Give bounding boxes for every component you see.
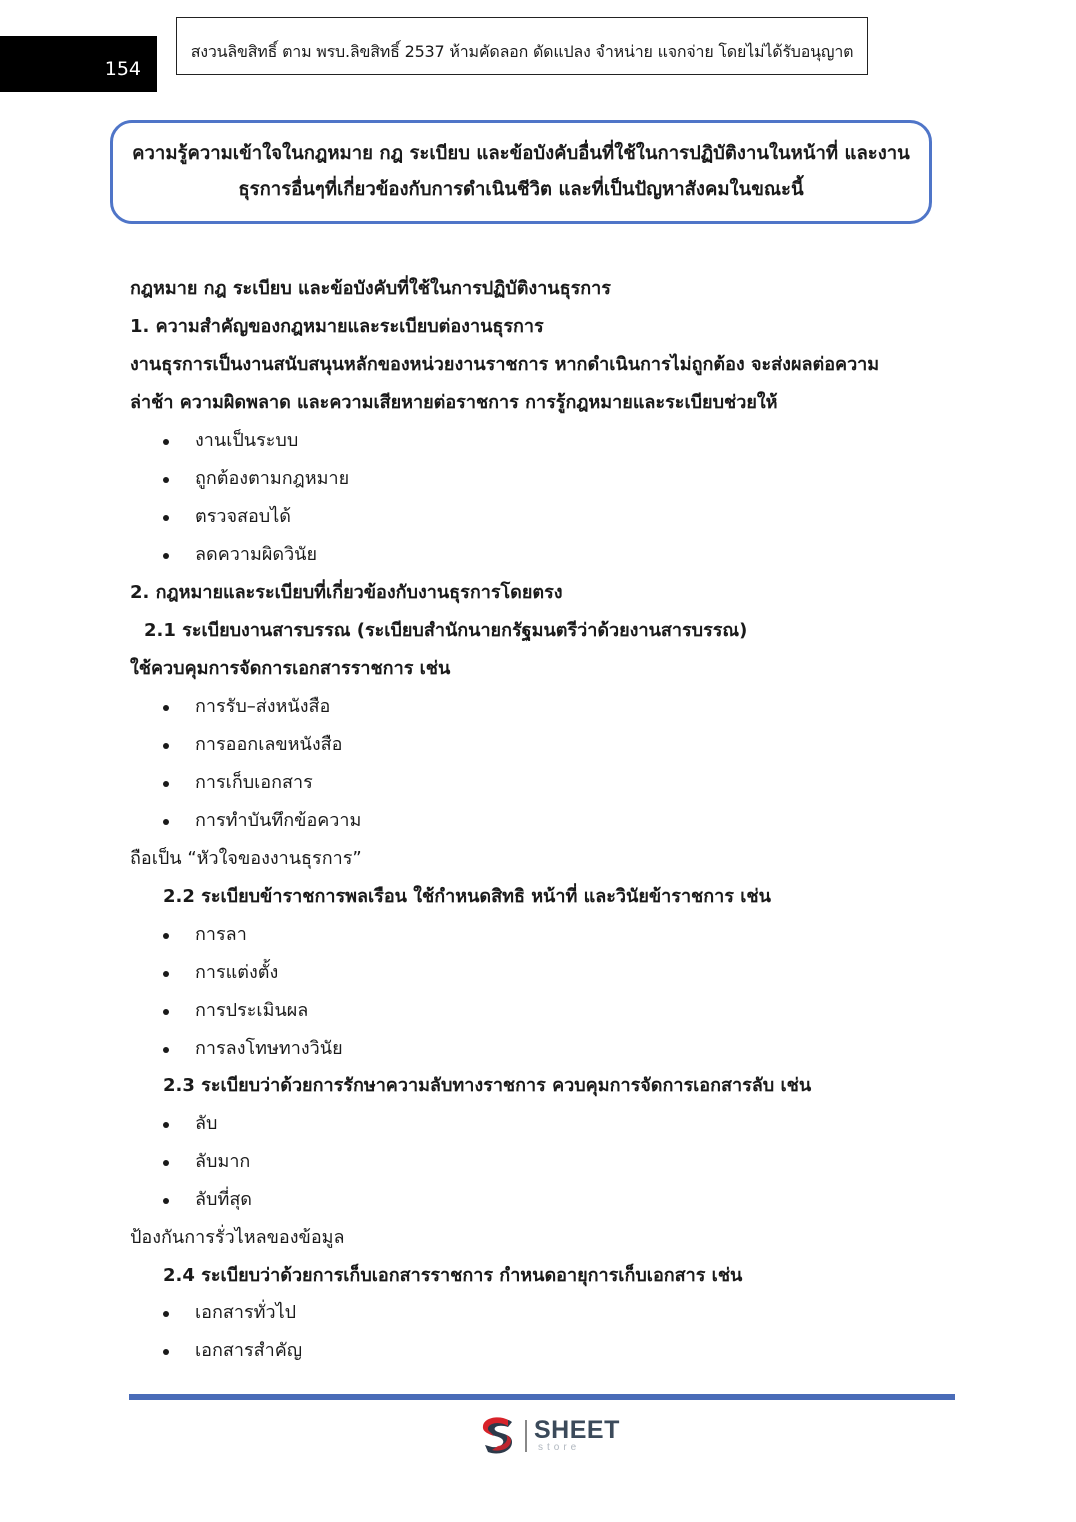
bullet-icon bbox=[163, 1122, 169, 1128]
bullet-icon bbox=[163, 1160, 169, 1166]
section-2-1-heading: 2.1 ระเบียบงานสารบรรณ (ระเบียบสำนักนายกรัฐมนตรีว่าด้วยงานสารบรรณ) bbox=[144, 620, 748, 641]
bullet-icon bbox=[163, 515, 169, 521]
bullet-icon bbox=[163, 1311, 169, 1317]
footer-rule bbox=[129, 1394, 955, 1400]
bullet-icon bbox=[163, 781, 169, 787]
page-number: 154 bbox=[0, 36, 157, 92]
logo-subtext: store bbox=[538, 1442, 581, 1453]
topic-title-line-1: ความรู้ความเข้าใจในกฎหมาย กฎ ระเบียบ และข้อบังคับอื่นที่ใช้ในการปฏิบัติงานในหน้าที่ และงาน bbox=[132, 143, 910, 164]
section-2-heading: 2. กฎหมายและระเบียบที่เกี่ยวข้องกับงานธุรการโดยตรง bbox=[130, 582, 563, 603]
topic-title-box bbox=[110, 120, 932, 224]
sheet-store-logo bbox=[478, 1414, 628, 1458]
sheet-store-logo-icon bbox=[478, 1414, 522, 1458]
bullet-icon bbox=[163, 971, 169, 977]
bullet-icon bbox=[163, 1009, 169, 1015]
section-2-2-heading: 2.2 ระเบียบข้าราชการพลเรือน ใช้กำหนดสิทธิ หน้าที่ และวินัยข้าราชการ เช่น bbox=[163, 886, 771, 907]
bullet-icon bbox=[163, 933, 169, 939]
copyright-notice: สงวนลิขสิทธิ์ ตาม พรบ.ลิขสิทธิ์ 2537 ห้ามคัดลอก ดัดแปลง จำหน่าย แจกจ่าย โดยไม่ได้รับอนุญาต bbox=[176, 17, 868, 75]
bullet-icon bbox=[163, 1047, 169, 1053]
section-2-3-heading: 2.3 ระเบียบว่าด้วยการรักษาความลับทางราชการ ควบคุมการจัดการเอกสารลับ เช่น bbox=[163, 1075, 812, 1096]
bullet-icon bbox=[163, 1198, 169, 1204]
section-2-4-heading: 2.4 ระเบียบว่าด้วยการเก็บเอกสารราชการ กำหนดอายุการเก็บเอกสาร เช่น bbox=[163, 1265, 743, 1286]
bullet-icon bbox=[163, 743, 169, 749]
topic-title-line-2: ธุรการอื่นๆที่เกี่ยวข้องกับการดำเนินชีวิต และที่เป็นปัญหาสังคมในขณะนี้ bbox=[238, 179, 804, 200]
bullet-icon bbox=[163, 553, 169, 559]
section-1-paragraph-line-1: งานธุรการเป็นงานสนับสนุนหลักของหน่วยงานราชการ หากดำเนินการไม่ถูกต้อง จะส่งผลต่อความ bbox=[130, 354, 880, 375]
logo-wordmark: SHEET bbox=[534, 1416, 620, 1444]
logo-separator bbox=[525, 1420, 527, 1452]
bullet-icon bbox=[163, 439, 169, 445]
section-2-1-note: ถือเป็น “หัวใจของงานธุรการ” bbox=[130, 848, 362, 869]
section-1-paragraph-line-2: ล่าช้า ความผิดพลาด และความเสียหายต่อราชการ การรู้กฎหมายและระเบียบช่วยให้ bbox=[130, 392, 778, 413]
bullet-icon bbox=[163, 1349, 169, 1355]
section-2-1-intro: ใช้ควบคุมการจัดการเอกสารราชการ เช่น bbox=[130, 658, 451, 679]
section-heading: กฎหมาย กฎ ระเบียบ และข้อบังคับที่ใช้ในการปฏิบัติงานธุรการ bbox=[130, 278, 611, 299]
section-1-heading: 1. ความสำคัญของกฎหมายและระเบียบต่องานธุรการ bbox=[130, 316, 544, 337]
bullet-icon bbox=[163, 477, 169, 483]
section-2-3-note: ป้องกันการรั่วไหลของข้อมูล bbox=[130, 1227, 345, 1248]
bullet-icon bbox=[163, 819, 169, 825]
bullet-icon bbox=[163, 705, 169, 711]
